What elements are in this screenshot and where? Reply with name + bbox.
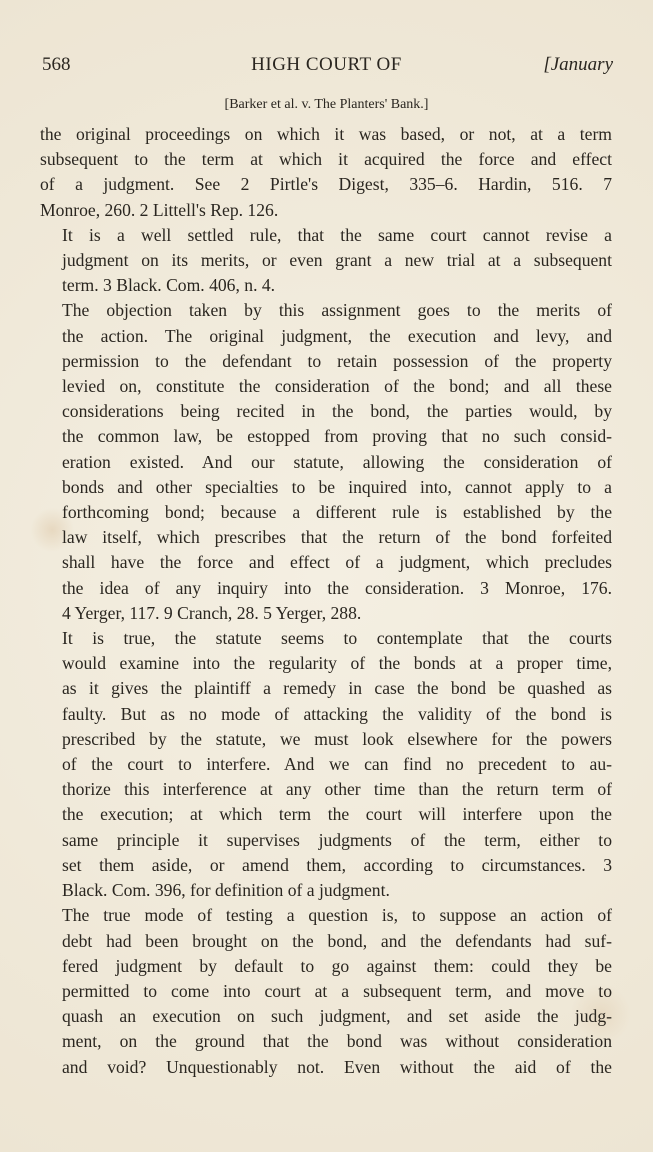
- text-line: law itself, which prescribes that the return of the bond forfeited: [62, 527, 612, 548]
- page-header: [0, 54, 653, 84]
- text-line: debt had been brought on the bond, and the defendants had suf-: [62, 930, 612, 951]
- text-line: It is true, the statute seems to contemplate that the courts: [62, 628, 612, 649]
- text-line: set them aside, or amend them, according to circumstances. 3: [62, 854, 612, 875]
- text-line: forthcoming bond; because a different rule is established by the: [62, 502, 612, 523]
- text-line: same principle it supervises judgments of the term, either to: [62, 829, 612, 850]
- text-line: The objection taken by this assignment goes to the merits of: [62, 300, 612, 321]
- page-title: HIGH COURT OF: [251, 54, 402, 75]
- text-line: prescribed by the statute, we must look elsewhere for the powers: [62, 728, 612, 749]
- paragraph: [40, 626, 612, 903]
- paragraph: [40, 903, 612, 1079]
- text-line: the execution; at which term the court will interfere upon the: [62, 804, 612, 825]
- text-line: would examine into the regularity of the bonds at a proper time,: [62, 653, 612, 674]
- text-line: of a judgment. See 2 Pirtle's Digest, 335–6. Hardin, 516. 7: [40, 174, 612, 195]
- paragraph: [40, 223, 612, 299]
- text-line: permission to the defendant to retain possession of the property: [62, 350, 612, 371]
- text-line: thorize this interference at any other time than the return term of: [62, 779, 612, 800]
- text-line: fered judgment by default to go against them: could they be: [62, 955, 612, 976]
- text-line: as it gives the plaintiff a remedy in case the bond be quashed as: [62, 678, 612, 699]
- text-line: eration existed. And our statute, allowing the consideration of: [62, 451, 612, 472]
- paragraph: [40, 298, 612, 626]
- text-line: of the court to interfere. And we can find no precedent to au-: [62, 754, 612, 775]
- running-head: [Barker et al. v. The Planters' Bank.]: [224, 97, 429, 112]
- text-line: the action. The original judgment, the execution and levy, and: [62, 325, 612, 346]
- text-line: quash an execution on such judgment, and set aside the judg-: [62, 1006, 612, 1027]
- text-line: judgment on its merits, or even grant a new trial at a subsequent: [62, 250, 612, 271]
- paragraph: [40, 122, 612, 223]
- text-line: The true mode of testing a question is, to suppose an action of: [62, 905, 612, 926]
- page-number: 568: [42, 54, 71, 75]
- text-line: term. 3 Black. Com. 406, n. 4.: [62, 275, 276, 296]
- text-line: the original proceedings on which it was based, or not, at a term: [40, 124, 612, 144]
- text-line: the idea of any inquiry into the consideration. 3 Monroe, 176.: [62, 577, 612, 598]
- text-line: shall have the force and effect of a judgment, which precludes: [62, 552, 612, 573]
- text-line: ment, on the ground that the bond was without consideration: [62, 1031, 612, 1052]
- text-line: levied on, constitute the consideration of the bond; and all these: [62, 376, 612, 397]
- text-line: faulty. But as no mode of attacking the validity of the bond is: [62, 703, 612, 724]
- text-line: the common law, be estopped from proving that no such consid-: [62, 426, 612, 447]
- text-line: It is a well settled rule, that the same court cannot revise a: [62, 224, 612, 245]
- text-line: Monroe, 260. 2 Littell's Rep. 126.: [40, 199, 279, 220]
- text-line: considerations being recited in the bond, the parties would, by: [62, 401, 612, 422]
- text-line: permitted to come into court at a subsequent term, and move to: [62, 980, 612, 1001]
- text-line: bonds and other specialties to be inquired into, cannot apply to a: [62, 476, 612, 497]
- text-line: and void? Unquestionably not. Even without the aid of the: [62, 1056, 612, 1077]
- text-line: subsequent to the term at which it acquired the force and effect: [40, 149, 612, 170]
- text-line: 4 Yerger, 117. 9 Cranch, 28. 5 Yerger, 288.: [62, 602, 362, 623]
- text-line: Black. Com. 396, for definition of a judgment.: [62, 880, 390, 901]
- header-month: [January: [543, 54, 613, 75]
- body-text: [40, 122, 612, 1080]
